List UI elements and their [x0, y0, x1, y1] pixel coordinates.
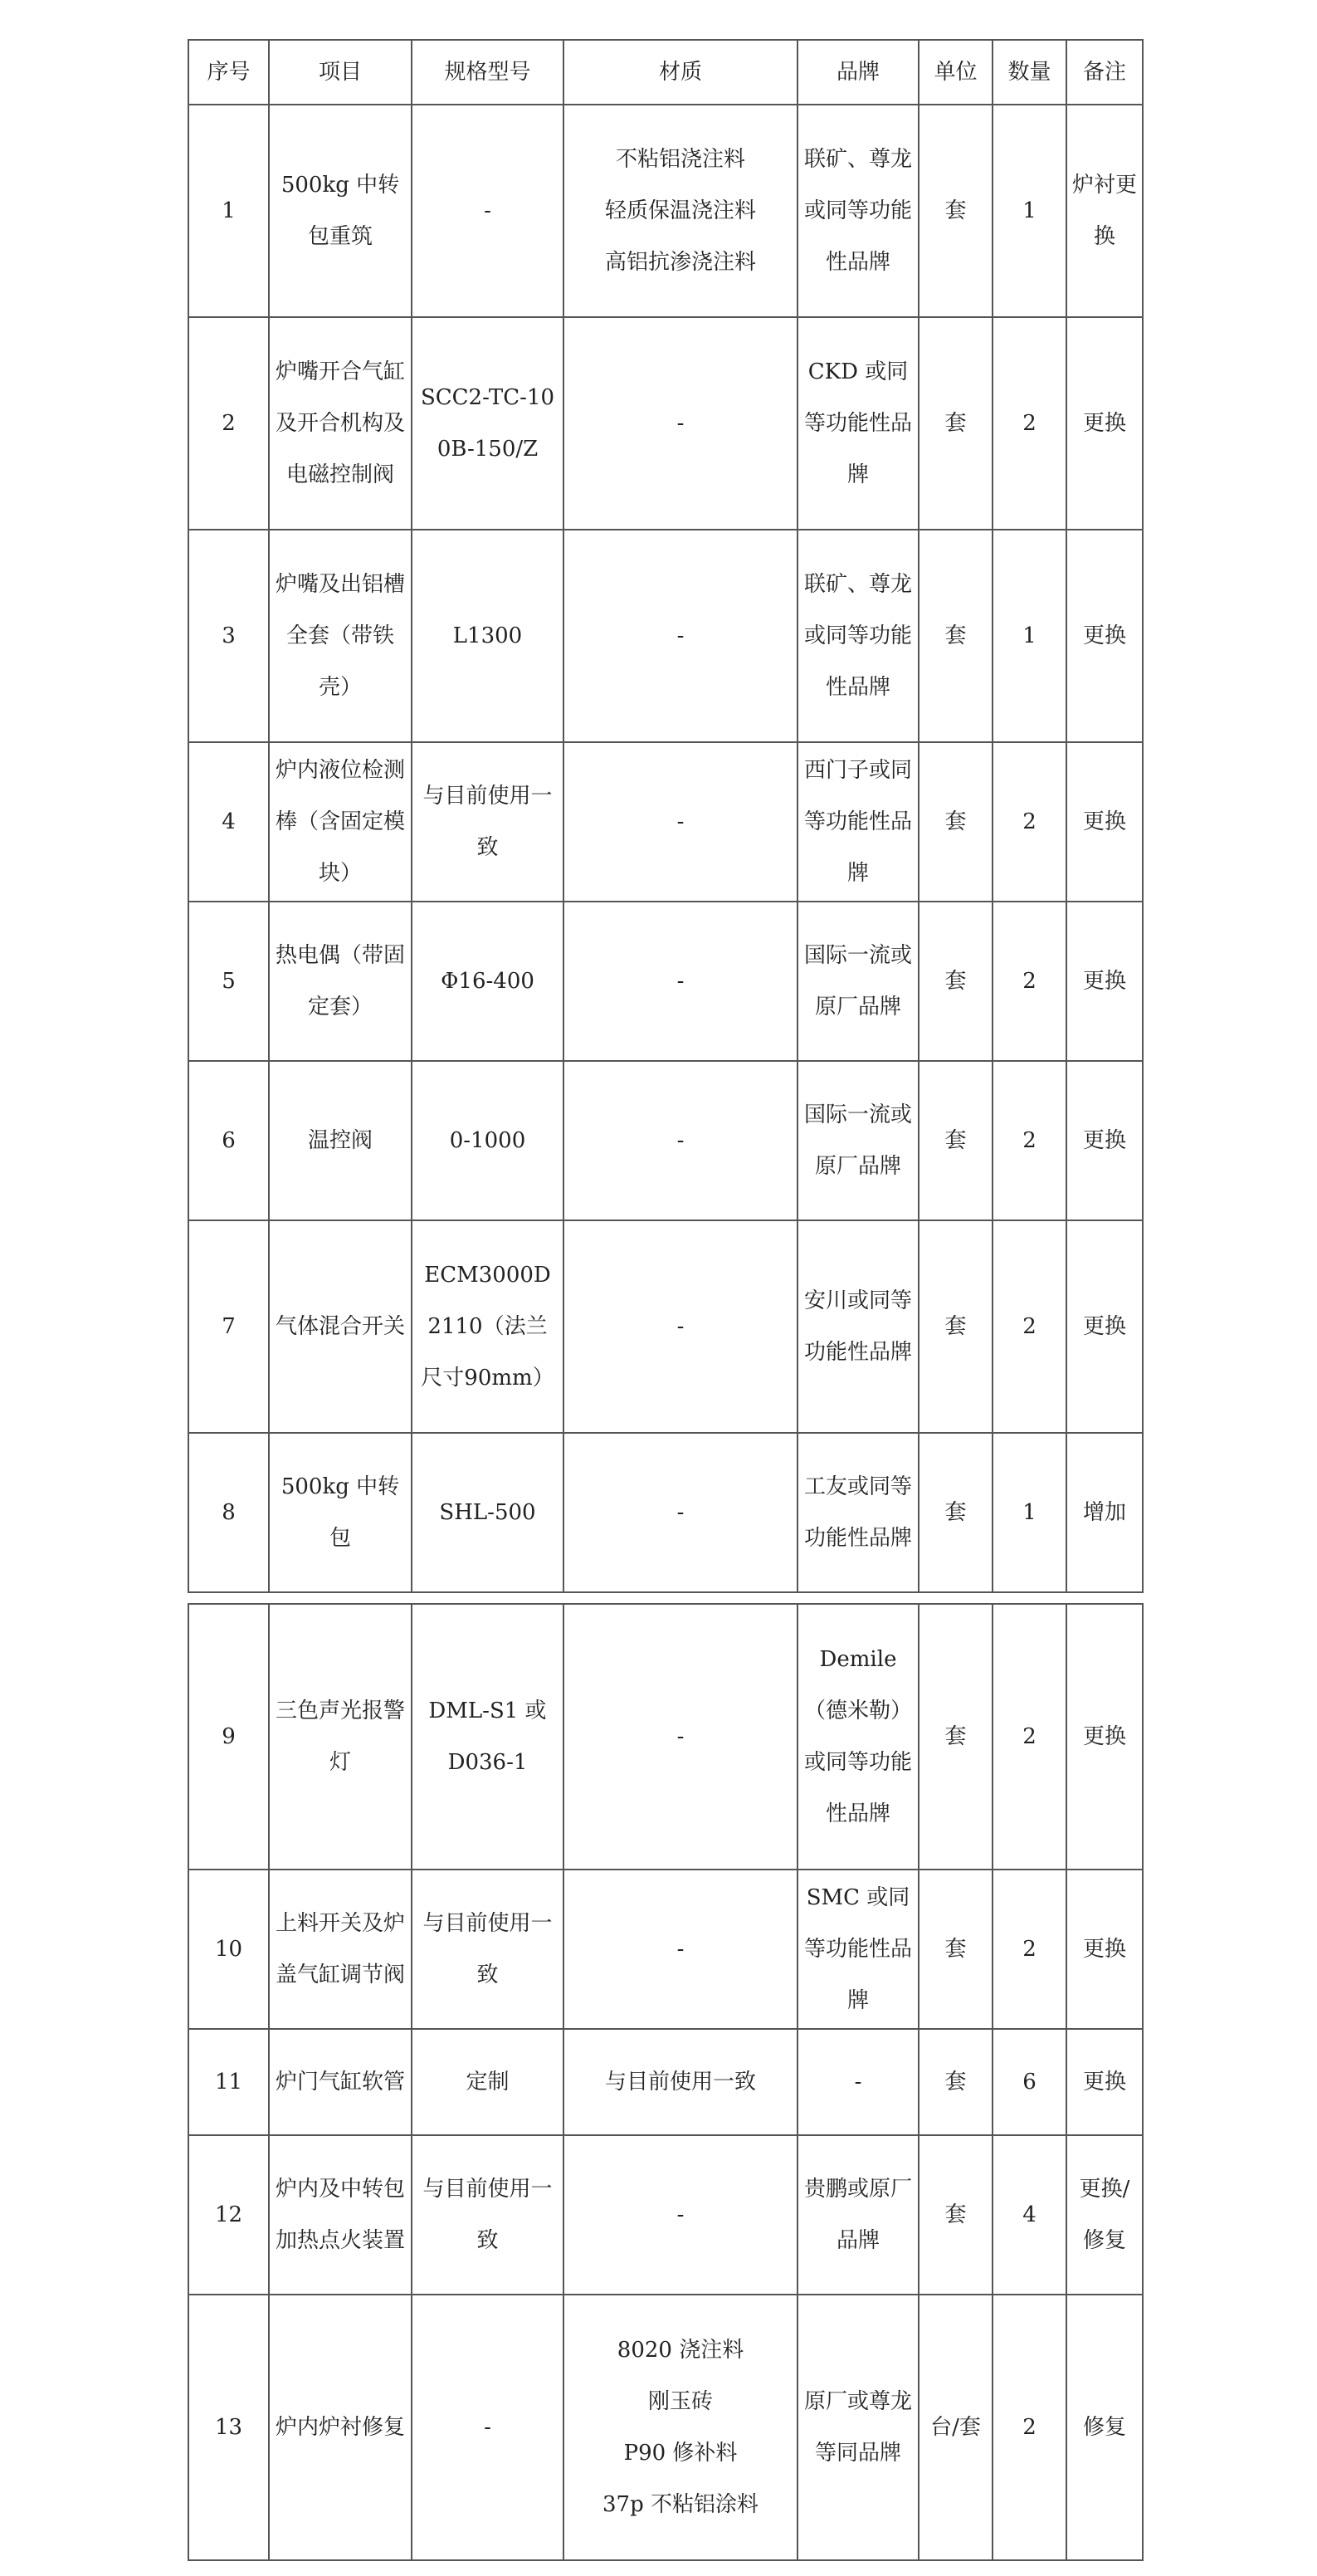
cell-unit: 套 [919, 1870, 993, 2029]
material-line: - [676, 1128, 685, 1153]
cell-note: 修复 [1066, 2295, 1143, 2560]
cell-brand: 工友或同等功能性品牌 [798, 1433, 919, 1592]
cell-qty: 2 [993, 1220, 1066, 1433]
cell-no: 8 [188, 1433, 269, 1592]
table-row [188, 2029, 1143, 2135]
material-line: 不粘铝浇注料 [615, 147, 745, 172]
cell-item: 炉嘴开合气缸及开合机构及电磁控制阀 [269, 317, 412, 530]
cell-no: 1 [188, 105, 269, 317]
cell-brand: 西门子或同等功能性品牌 [798, 742, 919, 902]
cell-qty: 2 [993, 742, 1066, 902]
cell-unit: 套 [919, 105, 993, 317]
cell-material [563, 105, 798, 317]
cell-item: 炉内液位检测棒（含固定模块） [269, 742, 412, 902]
cell-item: 炉嘴及出铝槽全套（带铁壳） [269, 530, 412, 742]
cell-note: 更换 [1066, 1870, 1143, 2029]
spec-table-part1 [188, 39, 1144, 1593]
material-line: - [676, 411, 685, 436]
cell-unit: 套 [919, 1604, 993, 1870]
cell-item: 温控阀 [269, 1061, 412, 1220]
table-row [188, 742, 1143, 902]
cell-brand: Demile（德米勒）或同等功能性品牌 [798, 1604, 919, 1870]
material-line: 37p 不粘铝涂料 [602, 2492, 758, 2517]
cell-spec: 0-1000 [412, 1061, 563, 1220]
cell-no: 3 [188, 530, 269, 742]
spec-table-part2 [188, 1603, 1144, 2561]
header-brand: 品牌 [798, 40, 919, 105]
table-row [188, 105, 1143, 317]
cell-note: 更换 [1066, 2029, 1143, 2135]
cell-qty: 1 [993, 530, 1066, 742]
cell-material [563, 1604, 798, 1870]
cell-spec: L1300 [412, 530, 563, 742]
material-line: - [676, 969, 685, 994]
cell-qty: 1 [993, 105, 1066, 317]
cell-no: 6 [188, 1061, 269, 1220]
table-row [188, 1604, 1143, 1870]
cell-brand: 国际一流或原厂品牌 [798, 1061, 919, 1220]
cell-note: 更换 [1066, 1220, 1143, 1433]
cell-note: 更换 [1066, 317, 1143, 530]
cell-item: 三色声光报警灯 [269, 1604, 412, 1870]
header-unit: 单位 [919, 40, 993, 105]
cell-unit: 套 [919, 1433, 993, 1592]
cell-brand: - [798, 2029, 919, 2135]
material-line: - [676, 1314, 685, 1339]
table-row [188, 1870, 1143, 2029]
cell-unit: 台/套 [919, 2295, 993, 2560]
cell-material [563, 530, 798, 742]
cell-note: 更换 [1066, 742, 1143, 902]
cell-unit: 套 [919, 1061, 993, 1220]
material-line: 与目前使用一致 [604, 2070, 756, 2095]
cell-note: 更换 [1066, 902, 1143, 1061]
cell-no: 9 [188, 1604, 269, 1870]
cell-unit: 套 [919, 2135, 993, 2295]
material-line: 刚玉砖 [647, 2389, 713, 2414]
table-row [188, 1220, 1143, 1433]
cell-note: 更换 [1066, 1604, 1143, 1870]
cell-note: 更换 [1066, 530, 1143, 742]
cell-unit: 套 [919, 530, 993, 742]
cell-material [563, 2295, 798, 2560]
cell-spec: SHL-500 [412, 1433, 563, 1592]
cell-spec: 定制 [412, 2029, 563, 2135]
cell-no: 7 [188, 1220, 269, 1433]
cell-spec: ECM3000D2110（法兰尺寸90mm） [412, 1220, 563, 1433]
cell-brand: SMC 或同等功能性品牌 [798, 1870, 919, 2029]
cell-material [563, 1061, 798, 1220]
cell-unit: 套 [919, 1220, 993, 1433]
cell-no: 12 [188, 2135, 269, 2295]
cell-brand: 安川或同等功能性品牌 [798, 1220, 919, 1433]
material-line: - [676, 809, 685, 834]
cell-note: 增加 [1066, 1433, 1143, 1592]
cell-note: 更换/修复 [1066, 2135, 1143, 2295]
cell-qty: 2 [993, 1061, 1066, 1220]
cell-note: 更换 [1066, 1061, 1143, 1220]
material-line: - [676, 1724, 685, 1749]
table-row [188, 530, 1143, 742]
cell-material [563, 1220, 798, 1433]
cell-qty: 1 [993, 1433, 1066, 1592]
cell-material [563, 2029, 798, 2135]
header-note: 备注 [1066, 40, 1143, 105]
cell-spec: - [412, 105, 563, 317]
cell-no: 2 [188, 317, 269, 530]
table-row [188, 317, 1143, 530]
table-row [188, 1433, 1143, 1592]
header-row [188, 40, 1143, 105]
cell-material [563, 2135, 798, 2295]
table-row [188, 902, 1143, 1061]
cell-item: 气体混合开关 [269, 1220, 412, 1433]
cell-spec: SCC2-TC-100B-150/Z [412, 317, 563, 530]
cell-material [563, 1433, 798, 1592]
header-no: 序号 [188, 40, 269, 105]
cell-spec: - [412, 2295, 563, 2560]
cell-item: 上料开关及炉盖气缸调节阀 [269, 1870, 412, 2029]
cell-brand: 联矿、尊龙或同等功能性品牌 [798, 105, 919, 317]
material-line: 轻质保温浇注料 [604, 198, 756, 223]
cell-material [563, 902, 798, 1061]
cell-material [563, 742, 798, 902]
cell-unit: 套 [919, 902, 993, 1061]
cell-brand: 贵鹏或原厂品牌 [798, 2135, 919, 2295]
cell-brand: CKD 或同等功能性品牌 [798, 317, 919, 530]
cell-brand: 联矿、尊龙或同等功能性品牌 [798, 530, 919, 742]
cell-brand: 原厂或尊龙等同品牌 [798, 2295, 919, 2560]
cell-material [563, 317, 798, 530]
cell-item: 炉内炉衬修复 [269, 2295, 412, 2560]
material-line: 高铝抗渗浇注料 [604, 250, 756, 275]
cell-no: 5 [188, 902, 269, 1061]
table-row [188, 2295, 1143, 2560]
cell-unit: 套 [919, 742, 993, 902]
cell-item: 500kg 中转包 [269, 1433, 412, 1592]
table-row [188, 2135, 1143, 2295]
cell-qty: 2 [993, 1604, 1066, 1870]
material-line: P90 修补料 [623, 2441, 738, 2466]
material-line: - [676, 2202, 685, 2227]
cell-item: 热电偶（带固定套） [269, 902, 412, 1061]
header-item: 项目 [269, 40, 412, 105]
cell-unit: 套 [919, 317, 993, 530]
cell-brand: 国际一流或原厂品牌 [798, 902, 919, 1061]
cell-qty: 4 [993, 2135, 1066, 2295]
table-row [188, 1061, 1143, 1220]
header-spec: 规格型号 [412, 40, 563, 105]
cell-qty: 2 [993, 317, 1066, 530]
cell-qty: 2 [993, 1870, 1066, 2029]
cell-no: 11 [188, 2029, 269, 2135]
cell-note: 炉衬更换 [1066, 105, 1143, 317]
cell-qty: 6 [993, 2029, 1066, 2135]
cell-spec: Φ16-400 [412, 902, 563, 1061]
material-line: 8020 浇注料 [617, 2338, 744, 2363]
material-line: - [676, 623, 685, 648]
cell-item: 炉内及中转包加热点火装置 [269, 2135, 412, 2295]
material-line: - [676, 1500, 685, 1525]
header-qty: 数量 [993, 40, 1066, 105]
cell-no: 4 [188, 742, 269, 902]
cell-spec: 与目前使用一致 [412, 2135, 563, 2295]
cell-spec: 与目前使用一致 [412, 1870, 563, 2029]
cell-spec: 与目前使用一致 [412, 742, 563, 902]
cell-no: 10 [188, 1870, 269, 2029]
cell-qty: 2 [993, 902, 1066, 1061]
material-line: - [676, 1937, 685, 1962]
cell-qty: 2 [993, 2295, 1066, 2560]
cell-material [563, 1870, 798, 2029]
cell-spec: DML-S1 或 D036-1 [412, 1604, 563, 1870]
header-material: 材质 [563, 40, 798, 105]
cell-item: 炉门气缸软管 [269, 2029, 412, 2135]
cell-no: 13 [188, 2295, 269, 2560]
cell-item: 500kg 中转包重筑 [269, 105, 412, 317]
cell-unit: 套 [919, 2029, 993, 2135]
